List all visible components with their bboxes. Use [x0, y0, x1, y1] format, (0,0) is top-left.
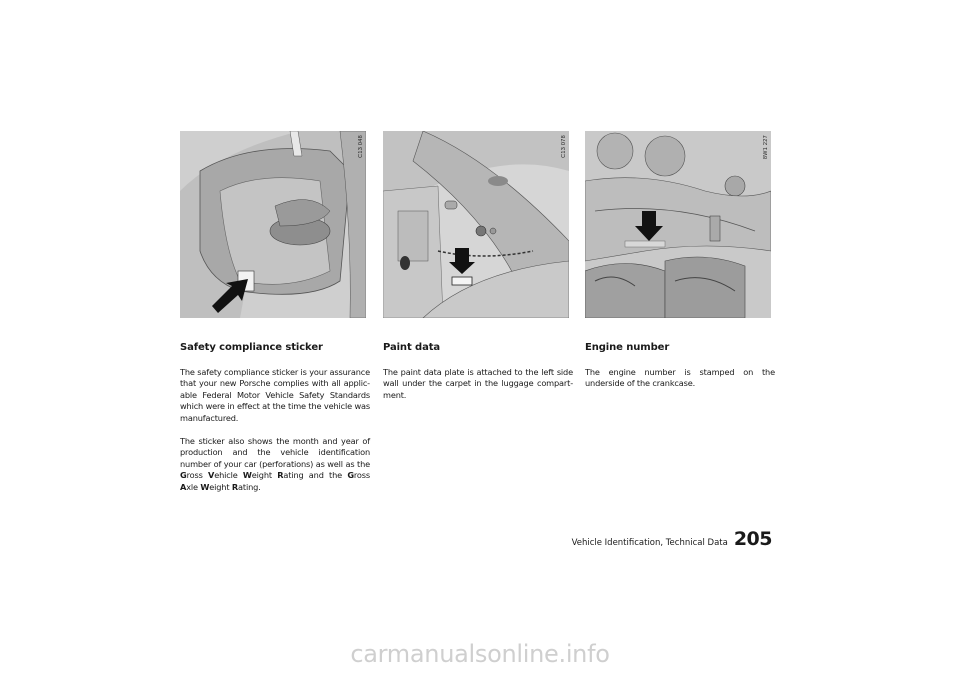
figure-code: 8W1 227 [763, 135, 769, 160]
acronym-rest: ating and the [283, 470, 343, 481]
figure-paint-data [383, 131, 569, 318]
engine-illustration [585, 131, 771, 318]
footer-section-label: Vehicle Identification, Technical Data [571, 538, 728, 548]
acronym-initial: V [208, 470, 215, 481]
figure-code: C13 048 [358, 135, 364, 158]
acronym-rest: ross [186, 470, 203, 481]
section-paragraph-gvwr [180, 436, 370, 493]
section-engine-number [585, 342, 775, 402]
acronym-rest: xle [186, 481, 198, 492]
figure-door-sticker [180, 131, 366, 318]
acronym-initial: R [231, 481, 239, 492]
acronym-initial: W [200, 481, 210, 492]
figure-engine-number [585, 131, 771, 318]
figure-code: C13 078 [561, 135, 567, 158]
watermark: carmanualsonline.info [350, 640, 610, 668]
acronym-initial: W [242, 470, 252, 481]
acronym-initial: A [180, 481, 187, 492]
section-paragraph: The safety compliance sticker is your assurance that your new Porsche complies with all applic-able Federal Motor Vehicle Safety Standards which were in effect at the time the vehicle was manufactured. [180, 367, 370, 423]
section-paragraph: The engine number is stamped on the underside of the crankcase. [585, 367, 775, 389]
acronym-rest: ating. [238, 481, 261, 492]
acronym-initial: G [347, 470, 354, 481]
section-title: Paint data [383, 342, 441, 353]
door-illustration [180, 131, 366, 318]
page-footer [572, 528, 772, 550]
page-number: 205 [733, 528, 772, 550]
section-title: Safety compliance sticker [180, 342, 323, 353]
acronym-initial: G [180, 470, 187, 481]
section-paint-data [383, 342, 573, 413]
acronym-rest: eight [251, 470, 272, 481]
acronym-rest: ehicle [214, 470, 238, 481]
luggage-compartment-illustration [383, 131, 569, 318]
acronym-rest: eight [209, 481, 230, 492]
section-paragraph: The paint data plate is attached to the left side wall under the carpet in the luggage compart-ment. [383, 367, 573, 400]
paragraph-text: The sticker also shows the month and year of production and the vehicle identification number of your car (perforations) as well as the [180, 436, 370, 469]
section-safety-compliance-sticker [180, 342, 370, 505]
acronym-rest: ross [353, 470, 371, 481]
acronym-initial: R [277, 470, 284, 481]
section-title: Engine number [585, 342, 670, 353]
